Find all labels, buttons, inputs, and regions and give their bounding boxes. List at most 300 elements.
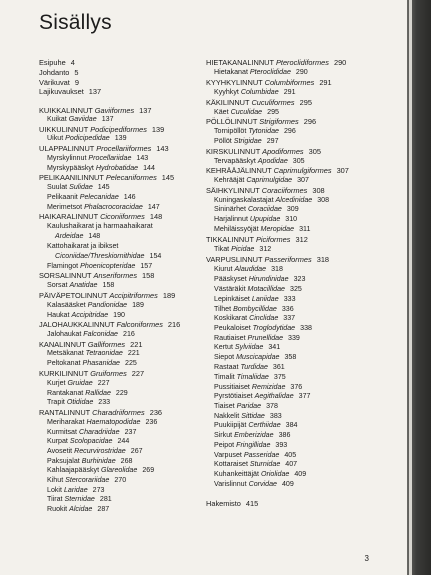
toc-entry-name: PÄIVÄPETOLINNUT <box>39 291 108 300</box>
toc-entry-latin: Oriolidae <box>260 470 290 478</box>
toc-entry-latin: Sittidae <box>241 412 265 420</box>
toc-entry-name: Uikut <box>47 134 64 142</box>
toc-entry-name: Kurmitsat <box>47 428 77 436</box>
toc-entry-name: KEHRÄÄJÄLINNUT <box>206 166 272 175</box>
toc-entry-page: 405 <box>284 451 297 459</box>
toc-entry-latin: Pteroclididae <box>249 68 291 76</box>
toc-entry-page: 236 <box>145 418 158 426</box>
toc-entry <box>206 344 280 351</box>
toc-entry-page: 227 <box>97 379 110 387</box>
toc-entry <box>39 380 110 387</box>
toc-entry-name: Rautiaiset <box>214 334 246 342</box>
toc-entry-latin: Laridae <box>63 486 88 494</box>
toc-entry <box>206 167 349 174</box>
toc-entry-name: Värikuvat <box>39 78 70 87</box>
toc-entry-name: Lepinkäiset <box>214 295 250 303</box>
toc-entry-page: 384 <box>285 421 298 429</box>
toc-entry-latin: Pteroclidiformes <box>275 58 329 67</box>
toc-entry <box>39 438 129 445</box>
toc-entry <box>39 370 144 377</box>
toc-entry-page: 4 <box>70 58 75 67</box>
toc-entry <box>39 282 114 289</box>
toc-entry-page: 291 <box>319 78 332 87</box>
toc-entry-latin: Accipitridae <box>71 311 109 319</box>
toc-entry <box>206 128 296 135</box>
toc-entry-page: 5 <box>74 68 79 77</box>
toc-entry-name: Nakkelit <box>214 412 240 420</box>
toc-entry <box>39 155 148 162</box>
toc-entry-name: Kottaraiset <box>214 460 248 468</box>
toc-entry-name: Västäräkit <box>214 285 246 293</box>
toc-entry <box>206 138 279 145</box>
toc-entry-latin: Strigidae <box>233 137 262 145</box>
toc-entry-page: 143 <box>136 154 149 162</box>
toc-entry <box>206 471 306 478</box>
toc-entry-latin: Pandionidae <box>87 301 128 309</box>
toc-entry-name: Hietakanat <box>214 68 248 76</box>
toc-entry-name: Puukiipijät <box>214 421 247 429</box>
toc-entry-name: Siepot <box>214 353 235 361</box>
toc-entry <box>206 354 296 361</box>
toc-entry-latin: Corvidae <box>248 480 277 488</box>
toc-entry-page: 295 <box>267 108 279 116</box>
toc-entry-name: Merimetsot <box>47 203 83 211</box>
toc-entry-latin: Pelecanidae <box>79 193 119 201</box>
toc-entry-name: VARPUSLINNUT <box>206 255 263 264</box>
toc-entry-page: 358 <box>284 353 297 361</box>
toc-entry <box>206 432 290 439</box>
toc-entry-latin: Passeridae <box>243 451 280 459</box>
toc-entry-page: 268 <box>120 457 133 465</box>
toc-entry-name: HIETAKANALINNUT <box>206 58 274 67</box>
toc-entry-page: 325 <box>290 285 302 293</box>
toc-entry <box>39 135 127 142</box>
toc-entry-latin: Laniidae <box>251 295 279 303</box>
toc-entry-name: Haukat <box>47 311 70 319</box>
toc-entry-page: 308 <box>317 196 330 204</box>
toc-entry-page: 318 <box>271 265 283 273</box>
toc-entry-latin: Gruidae <box>67 379 93 387</box>
toc-entry-latin: Podicipedidae <box>65 134 110 142</box>
toc-entry-latin: Cinclidae <box>249 314 279 322</box>
toc-entry-name: Tiaiset <box>214 402 235 410</box>
toc-entry <box>206 89 296 96</box>
toc-entry-name: Myrskypääskyt <box>47 164 94 172</box>
toc-entry-name: Myrskylinnut <box>47 154 87 162</box>
toc-entry-latin: Falconiformes <box>116 320 163 329</box>
toc-entry-name: Pelikaanit <box>47 193 78 201</box>
toc-entry-page: 376 <box>290 383 303 391</box>
toc-entry <box>39 341 142 348</box>
toc-entry-name: Kihut <box>47 476 64 484</box>
toc-entry-name: Avosetit <box>47 447 73 455</box>
toc-entry-page: 287 <box>97 505 110 513</box>
toc-entry-page: 154 <box>149 252 162 260</box>
toc-entry-latin: Columbidae <box>240 88 279 96</box>
toc-entry-latin: Apodiformes <box>262 147 304 156</box>
toc-entry-latin: Passeriformes <box>264 255 312 264</box>
toc-entry-name: Kaulushaikarat ja harmaahaikarat <box>47 222 153 230</box>
toc-entry-name: Varislinnut <box>214 480 247 488</box>
toc-entry-latin: Emberizidae <box>234 431 274 439</box>
toc-entry <box>39 302 144 309</box>
toc-entry-name: Kahlaajapääskyt <box>47 466 100 474</box>
toc-entry-name: Mehiläissyöjät <box>214 225 259 233</box>
toc-entry-name: ULAPPALINNUT <box>39 144 95 153</box>
toc-entry <box>39 174 174 181</box>
toc-entry-latin: Hydrobatidae <box>95 164 139 172</box>
toc-entry-name: Tervapääskyt <box>214 157 256 165</box>
toc-entry-name: Kurjet <box>47 379 66 387</box>
toc-entry-latin: Falconidae <box>83 330 119 338</box>
toc-entry <box>206 442 287 449</box>
toc-entry-name: Kyyhkyt <box>214 88 239 96</box>
toc-entry <box>39 429 136 436</box>
toc-entry-name: Käet <box>214 108 229 116</box>
toc-entry-latin: Remizidae <box>251 383 286 391</box>
toc-entry-page: 409 <box>294 470 307 478</box>
toc-entry-page: 310 <box>285 215 298 223</box>
toc-entry-latin: Otididae <box>66 398 94 406</box>
toc-entry-latin: Ardeidae <box>55 232 84 240</box>
toc-entry <box>206 286 302 293</box>
toc-entry-latin: Recurvirostridae <box>74 447 126 455</box>
toc-entry-latin: Cuculidae <box>230 108 263 116</box>
toc-entry-page: 147 <box>147 203 160 211</box>
toc-entry-page: 383 <box>269 412 282 420</box>
toc-entry-latin: Rallidae <box>85 389 111 397</box>
toc-entry-name: Kattohaikarat ja ibikset <box>47 242 119 250</box>
toc-entry-name: Peipot <box>214 441 235 449</box>
toc-entry-name: Sorsat <box>47 281 68 289</box>
toc-entry <box>39 292 175 299</box>
toc-entry-page: 290 <box>333 58 347 67</box>
toc-entry-latin: Charadriiformes <box>92 408 145 417</box>
toc-entry <box>39 69 79 76</box>
toc-entry-latin: Tetraonidae <box>85 349 123 357</box>
toc-entry-page: 9 <box>74 78 79 87</box>
toc-entry-latin: Phalacrocoracidae <box>84 203 143 211</box>
toc-entry-page: 312 <box>295 235 308 244</box>
toc-entry-page: 273 <box>92 486 105 494</box>
toc-entry-page: 229 <box>115 389 128 397</box>
toc-entry-page: 361 <box>272 363 285 371</box>
toc-entry-latin: Turdidae <box>240 363 268 371</box>
toc-entry-page: 305 <box>308 147 321 156</box>
toc-entry-page: 291 <box>283 88 296 96</box>
toc-entry-name: Timalit <box>214 373 235 381</box>
toc-entry-name: Trapit <box>47 398 65 406</box>
toc-entry-latin: Meropidae <box>260 225 295 233</box>
toc-entry-latin: Sternidae <box>64 495 95 503</box>
toc-entry-page: 244 <box>117 437 130 445</box>
toc-entry-name: Rantakanat <box>47 389 84 397</box>
toc-entry-name: Pussitiaiset <box>214 383 250 391</box>
toc-entry-page: 189 <box>162 291 176 300</box>
toc-entry-page: 225 <box>125 359 137 367</box>
toc-entry-name: Peltokanat <box>47 359 81 367</box>
toc-entry <box>39 419 157 426</box>
toc-entry-latin: Anseriformes <box>93 271 138 280</box>
toc-entry-name: SORSALINNUT <box>39 271 92 280</box>
toc-entry-latin: Troglodytidae <box>252 324 296 332</box>
toc-entry-page: 311 <box>299 225 311 233</box>
toc-entry <box>206 335 300 342</box>
toc-entry <box>39 409 162 416</box>
toc-entry-page: 312 <box>259 245 272 253</box>
toc-entry <box>206 306 294 313</box>
toc-entry-page: 216 <box>123 330 135 338</box>
toc-entry-page: 415 <box>245 499 259 508</box>
toc-entry <box>39 321 180 328</box>
toc-entry-name: Pyrstötiaiset <box>214 392 253 400</box>
toc-entry <box>206 374 286 381</box>
toc-entry-name: Koskikarat <box>214 314 248 322</box>
toc-entry <box>39 145 169 152</box>
page-title: Sisällys <box>39 11 112 34</box>
toc-entry-name: Metsäkanat <box>47 349 84 357</box>
toc-entry-page: 233 <box>98 398 111 406</box>
toc-entry <box>39 165 155 172</box>
toc-entry-name: RANTALINNUT <box>39 408 91 417</box>
toc-entry <box>206 79 332 86</box>
toc-entry <box>39 399 110 406</box>
toc-entry-page: 295 <box>299 98 312 107</box>
toc-entry <box>206 59 346 66</box>
toc-entry-name: PÖLLÖLINNUT <box>206 117 258 126</box>
toc-entry-page: 145 <box>97 183 110 191</box>
toc-entry <box>206 481 294 488</box>
toc-entry <box>39 184 110 191</box>
toc-entry <box>39 204 160 211</box>
toc-entry-name: Johdanto <box>39 68 70 77</box>
toc-entry <box>206 246 271 253</box>
toc-entry-name: Peukaloiset <box>214 324 251 332</box>
toc-entry <box>39 263 152 270</box>
toc-entry-page: 216 <box>167 320 181 329</box>
toc-entry-page: 339 <box>288 334 300 342</box>
toc-entry-page: 137 <box>101 115 114 123</box>
toc-entry-page: 221 <box>127 349 140 357</box>
toc-entry-name: UIKKULINNUT <box>39 125 89 134</box>
toc-entry-name: KANALINNUT <box>39 340 86 349</box>
toc-entry <box>206 99 312 106</box>
toc-entry-page: 337 <box>283 314 296 322</box>
toc-entry-latin: Ciconiidae/Threskiornithidae <box>55 252 145 260</box>
toc-entry-page: 281 <box>99 495 112 503</box>
toc-entry-page: 407 <box>285 460 298 468</box>
toc-entry-latin: Apodidae <box>257 157 288 165</box>
toc-entry-name: Lajikuvaukset <box>39 87 84 96</box>
toc-entry-page: 296 <box>283 127 296 135</box>
toc-entry-name: Flamingot <box>47 262 79 270</box>
toc-entry-latin: Tytonidae <box>248 127 279 135</box>
toc-entry-page: 290 <box>295 68 308 76</box>
toc-entry-latin: Motacillidae <box>247 285 285 293</box>
toc-entry <box>206 422 298 429</box>
toc-entry-latin: Podicipediformes <box>90 125 147 134</box>
toc-entry-latin: Alaudidae <box>234 265 267 273</box>
toc-entry-page: 143 <box>156 144 169 153</box>
toc-entry-page: 270 <box>114 476 127 484</box>
toc-entry <box>206 296 296 303</box>
toc-entry-latin: Certhiidae <box>248 421 281 429</box>
toc-entry <box>39 116 114 123</box>
toc-entry-page: 145 <box>161 173 175 182</box>
toc-entry-name: Esipuhe <box>39 58 66 67</box>
toc-entry-name: Kertut <box>214 343 233 351</box>
toc-entry <box>206 393 311 400</box>
toc-entry <box>206 384 302 391</box>
toc-entry-name: Ruokit <box>47 505 68 513</box>
toc-entry-latin: Caprimulgidae <box>246 176 293 184</box>
toc-entry <box>206 109 279 116</box>
toc-entry-page: 296 <box>303 117 317 126</box>
toc-entry-latin: Alcedinidae <box>275 196 313 204</box>
toc-entry-name: KIRSKULINNUT <box>206 147 261 156</box>
toc-entry-page: 158 <box>102 281 115 289</box>
toc-entry-latin: Paridae <box>236 402 262 410</box>
toc-entry-latin: Stercorariidae <box>65 476 110 484</box>
toc-entry-name: Kuhankeittäjät <box>214 470 259 478</box>
toc-entry <box>206 325 312 332</box>
toc-entry-latin: Bombycillidae <box>233 305 277 313</box>
toc-entry-latin: Coraciidae <box>247 205 282 213</box>
toc-entry <box>39 194 136 201</box>
toc-entry-page: 221 <box>130 340 143 349</box>
toc-entry-latin: Piciformes <box>255 235 291 244</box>
toc-entry-name: JALOHAUKKALINNUT <box>39 320 115 329</box>
toc-entry-name: Sininärhet <box>214 205 246 213</box>
toc-entry-latin: Sturnidae <box>249 460 281 468</box>
toc-entry <box>206 158 305 165</box>
toc-entry <box>39 448 143 455</box>
toc-entry-page: 338 <box>300 324 312 332</box>
toc-entry-name: Harjalinnut <box>214 215 248 223</box>
toc-entry-latin: Pelecaniformes <box>105 173 157 182</box>
toc-entry <box>39 223 153 230</box>
toc-entry-page: 318 <box>316 255 330 264</box>
toc-entry-name: Varpuset <box>214 451 242 459</box>
toc-entry-name: Suulat <box>47 183 68 191</box>
next-page-edge <box>409 0 412 575</box>
toc-entry-name: KÄKILINNUT <box>206 98 250 107</box>
toc-entry-page: 267 <box>130 447 143 455</box>
toc-entry-latin: Fringillidae <box>236 441 271 449</box>
toc-entry <box>39 126 164 133</box>
toc-entry-name: Kuningaskalastajat <box>214 196 274 204</box>
toc-entry-page: 307 <box>336 166 349 175</box>
toc-entry-page: 336 <box>281 305 294 313</box>
toc-entry-name: Meriharakat <box>47 418 85 426</box>
toc-entry <box>206 148 321 155</box>
toc-entry-latin: Columbiformes <box>264 78 315 87</box>
toc-entry-name: PELIKAANILINNUT <box>39 173 104 182</box>
toc-entry-name: Kiurut <box>214 265 233 273</box>
toc-entry <box>206 118 316 125</box>
toc-entry <box>206 236 308 243</box>
toc-entry-name: SÄIHKYLINNUT <box>206 186 260 195</box>
toc-entry-page: 137 <box>88 87 102 96</box>
toc-entry <box>206 452 296 459</box>
toc-entry <box>39 213 162 220</box>
toc-entry-page: 146 <box>123 193 136 201</box>
toc-entry-page: 297 <box>266 137 279 145</box>
toc-entry-name: KURKILINNUT <box>39 369 89 378</box>
toc-entry-latin: Cuculiformes <box>251 98 295 107</box>
toc-entry-name: TIKKALINNUT <box>206 235 254 244</box>
toc-entry-page: 409 <box>281 480 294 488</box>
toc-entry-page: 190 <box>113 311 125 319</box>
toc-entry <box>39 350 140 357</box>
toc-entry-page: 137 <box>139 106 152 115</box>
toc-entry-name: Tornipöllöt <box>214 127 247 135</box>
toc-entry <box>206 413 282 420</box>
toc-entry-page: 227 <box>131 369 145 378</box>
toc-entry <box>206 461 297 468</box>
toc-entry-latin: Alcidae <box>69 505 93 513</box>
toc-entry-name: Kehrääjät <box>214 176 245 184</box>
toc-entry-latin: Gruiformes <box>90 369 127 378</box>
toc-entry <box>39 390 128 397</box>
toc-entry <box>39 496 112 503</box>
toc-entry <box>39 243 118 250</box>
toc-entry-page: 139 <box>114 134 127 142</box>
toc-entry <box>39 458 132 465</box>
toc-entry-page: 377 <box>298 392 311 400</box>
toc-entry-latin: Prunellidae <box>247 334 284 342</box>
toc-entry-latin: Galliformes <box>87 340 126 349</box>
toc-entry-name: Hakemisto <box>206 499 241 508</box>
toc-entry <box>206 364 285 371</box>
toc-entry-latin: Hirundinidae <box>248 275 289 283</box>
toc-entry-page: 144 <box>143 164 155 172</box>
toc-entry-latin: Phoenicopteridae <box>80 262 136 270</box>
toc-entry-latin: Anatidae <box>69 281 98 289</box>
toc-entry-page: 308 <box>312 186 325 195</box>
toc-entry <box>39 506 109 513</box>
toc-entry-page: 375 <box>273 373 286 381</box>
toc-entry-latin: Charadriidae <box>78 428 120 436</box>
toc-entry-name: Tilhet <box>214 305 232 313</box>
toc-entry <box>39 79 79 86</box>
toc-entry-latin: Burhinidae <box>81 457 116 465</box>
toc-entry-latin: Phasanidae <box>82 359 120 367</box>
toc-entry-page: 378 <box>266 402 278 410</box>
toc-entry <box>206 315 295 322</box>
toc-entry-page: 307 <box>297 176 309 184</box>
toc-entry-name: Tikat <box>214 245 230 253</box>
toc-entry-page: 189 <box>132 301 144 309</box>
toc-entry-latin: Gaviiformes <box>94 106 135 115</box>
toc-entry-name: Paksujalat <box>47 457 80 465</box>
toc-entry-name: KUIKKALINNUT <box>39 106 93 115</box>
toc-entry-page: 386 <box>278 431 291 439</box>
toc-entry <box>39 312 125 319</box>
toc-entry-latin: Picidae <box>231 245 255 253</box>
toc-entry-latin: Upupidae <box>249 215 281 223</box>
toc-entry-page: 236 <box>149 408 163 417</box>
toc-entry-name: Kalasääsket <box>47 301 86 309</box>
page-number: 3 <box>364 554 369 563</box>
toc-entry-name: KYYHKYLINNUT <box>206 78 263 87</box>
toc-entry <box>206 266 283 273</box>
toc-entry-latin: Caprimulgiformes <box>273 166 332 175</box>
toc-entry <box>206 187 325 194</box>
toc-entry-name: Pääskyset <box>214 275 247 283</box>
toc-entry-page: 139 <box>151 125 165 134</box>
toc-entry-page: 323 <box>293 275 306 283</box>
